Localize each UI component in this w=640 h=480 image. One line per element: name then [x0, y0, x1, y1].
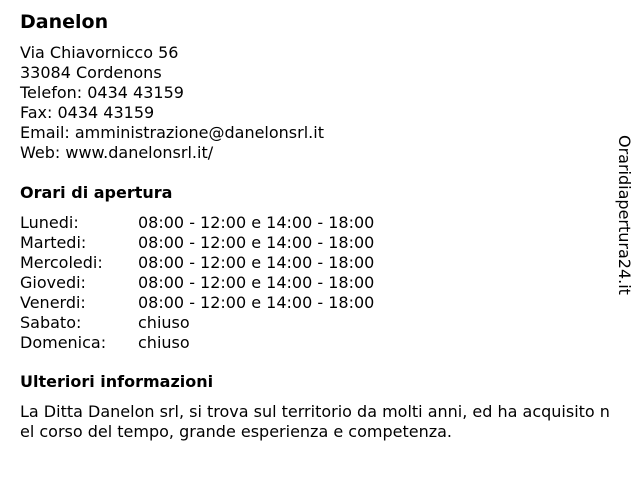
hours-row	[20, 273, 600, 293]
hours-table	[20, 213, 600, 353]
hours-row	[20, 233, 600, 253]
hours-time: 08:00 - 12:00 e 14:00 - 18:00	[138, 233, 375, 252]
hours-title: Orari di apertura	[20, 183, 173, 202]
hours-row	[20, 313, 600, 333]
business-card	[20, 10, 610, 442]
web-line: Web: www.danelonsrl.it/	[20, 143, 214, 162]
hours-day: Venerdi:	[20, 293, 86, 312]
hours-time: 08:00 - 12:00 e 14:00 - 18:00	[138, 293, 375, 312]
email-line: Email: amministrazione@danelonsrl.it	[20, 123, 324, 142]
fax-line: Fax: 0434 43159	[20, 103, 155, 122]
hours-day: Martedi:	[20, 233, 87, 252]
company-name: Danelon	[20, 11, 109, 33]
address-city: 33084 Cordenons	[20, 63, 162, 82]
phone-line: Telefon: 0434 43159	[20, 83, 184, 102]
hours-row	[20, 293, 600, 313]
hours-time: 08:00 - 12:00 e 14:00 - 18:00	[138, 213, 375, 232]
hours-day: Domenica:	[20, 333, 107, 352]
hours-time: 08:00 - 12:00 e 14:00 - 18:00	[138, 253, 375, 272]
contact-block	[20, 43, 600, 163]
hours-time: chiuso	[138, 313, 190, 332]
hours-time: chiuso	[138, 333, 190, 352]
hours-row	[20, 213, 600, 233]
hours-day: Mercoledi:	[20, 253, 103, 272]
info-text: La Ditta Danelon srl, si trova sul territorio da molti anni, ed ha acquisito nel corso del tempo, grande esperienza e competenza.	[20, 402, 610, 441]
address-street: Via Chiavornicco 56	[20, 43, 179, 62]
hours-row	[20, 333, 600, 353]
hours-time: 08:00 - 12:00 e 14:00 - 18:00	[138, 273, 375, 292]
brand-watermark: Oraridiapertura24.it	[615, 135, 634, 295]
info-title: Ulteriori informazioni	[20, 372, 214, 391]
hours-row	[20, 253, 600, 273]
hours-day: Sabato:	[20, 313, 82, 332]
hours-day: Lunedi:	[20, 213, 79, 232]
hours-day: Giovedi:	[20, 273, 86, 292]
